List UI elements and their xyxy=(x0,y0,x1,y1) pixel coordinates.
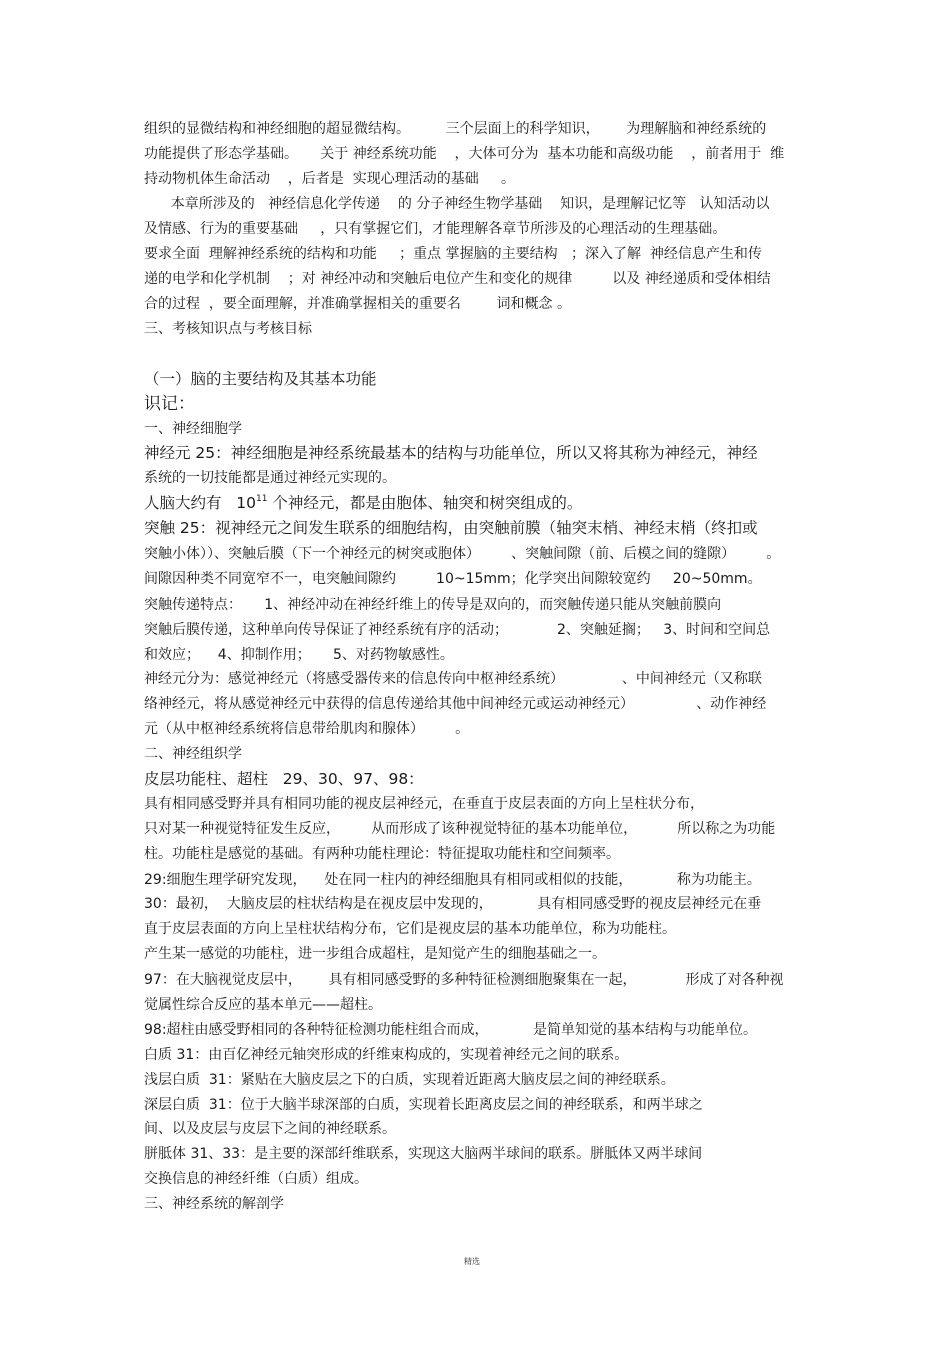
text-line: 29:细胞生理学研究发现， 处在同一柱内的神经细胞具有相同或相似的技能， 称为功能主。 xyxy=(144,872,761,888)
text-line: 直于皮层表面的方向上呈柱状结构分布，它们是视皮层的基本功能单位，称为功能柱。 xyxy=(144,921,676,937)
section-heading: 三、考核知识点与考核目标 xyxy=(144,321,312,337)
text-line: 和效应； 4、抑制作用； 5、对药物敏感性。 xyxy=(144,647,454,663)
text-line: 功能提供了形态学基础。 关于 神经系统功能 ，大体可分为 基本功能和高级功能 ，前者用于 维 xyxy=(144,146,785,162)
section-heading: 三、神经系统的解剖学 xyxy=(144,1196,284,1212)
text-line: 间隙因种类不同宽窄不一，电突触间隙约 10~15mm；化学突出间隙较宽约 20~50mm。 xyxy=(144,571,762,587)
text-line: 持动物机体生命活动 ，后者是 实现心理活动的基础 。 xyxy=(144,171,515,187)
text-line: 突触传递特点： 1、神经冲动在神经纤维上的传导是双向的，而突触传递只能从突触前膜向 xyxy=(144,597,722,613)
text-line: 及情感、行为的重要基础 ，只有掌握它们，才能理解各章节所涉及的心理活动的生理基础。 xyxy=(144,221,727,237)
text-line: 合的过程 ，要全面理解，并准确掌握相关的重要名 词和概念 。 xyxy=(144,296,571,312)
text-line: 间、以及皮层与皮层下之间的神经联系。 xyxy=(144,1121,396,1137)
subsection-heading: （一）脑的主要结构及其基本功能 xyxy=(144,370,377,388)
text-line: 产生某一感觉的功能柱，进一步组合成超柱，是知觉产生的细胞基础之一。 xyxy=(144,946,606,962)
page-footer: 精选 xyxy=(464,1257,480,1266)
text-line: 元（从中枢神经系统将信息带给肌肉和腺体） 。 xyxy=(144,721,470,737)
section-heading: 一、神经细胞学 xyxy=(144,421,242,437)
text-line: 胼胝体 31、33：是主要的深部纤维联系，实现这大脑两半球间的联系。胼胝体又两半球间 xyxy=(144,1146,703,1162)
text-line: 白质 31：由百亿神经元轴突形成的纤维束构成的，实现着神经元之间的联系。 xyxy=(144,1047,629,1063)
text-line: 只对某一种视觉特征发生反应， 从而形成了该种视觉特征的基本功能单位， 所以称之为功能 xyxy=(144,821,776,837)
text-line: 柱。功能柱是感觉的基础。有两种功能柱理论：特征提取功能柱和空间频率。 xyxy=(144,846,620,862)
text-line: 突触 25：视神经元之间发生联系的细胞结构，由突触前膜（轴突末梢、神经末梢（终扣或 xyxy=(144,519,758,537)
text-line: 系统的一切技能都是通过神经元实现的。 xyxy=(144,470,396,486)
text-line: 交换信息的神经纤维（白质）组成。 xyxy=(144,1171,368,1187)
text-line: 觉属性综合反应的基本单元——超柱。 xyxy=(144,997,382,1013)
section-heading: 二、神经组织学 xyxy=(144,746,242,762)
text-line: 97：在大脑视觉皮层中， 具有相同感受野的多种特征检测细胞聚集在一起， 形成了对各种视 xyxy=(144,972,784,988)
text-line: 98:超柱由感受野相同的各种特征检测功能柱组合而成， 是简单知觉的基本结构与功能单位。 xyxy=(144,1022,758,1038)
text-line: 神经元分为：感觉神经元（将感受器传来的信息传向中枢神经系统） 、中间神经元（又称联 xyxy=(144,671,762,687)
text-line: 递的电学和化学机制 ；对 神经冲动和突触后电位产生和变化的规律 以及 神经递质和受体相结 xyxy=(144,271,771,287)
text-line: 神经元 25：神经细胞是神经系统最基本的结构与功能单位，所以又将其称为神经元，神经 xyxy=(144,444,758,462)
text-line: 组织的显微结构和神经细胞的超显微结构。 三个层面上的科学知识， 为理解脑和神经系统的 xyxy=(144,121,767,137)
subsection-label: 识记： xyxy=(144,394,195,414)
text-line: 络神经元，将从感觉神经元中获得的信息传递给其他中间神经元或运动神经元） 、动作神经 xyxy=(144,696,767,712)
text-line: 浅层白质 31：紧贴在大脑皮层之下的白质，实现着近距离大脑皮层之间的神经联系。 xyxy=(144,1072,675,1088)
text-line: 突触小体））、突触后膜（下一个神经元的树突或胞体） 、突触间隙（前、后模之间的缝隙） 。 xyxy=(144,546,781,562)
superscript: 11 xyxy=(256,494,268,504)
text-line: 突触后膜传递，这种单向传导保证了神经系统有序的活动； 2、突触延搁； 3、时间和空间总 xyxy=(144,622,771,638)
text-line: 30：最初， 大脑皮层的柱状结构是在视皮层中发现的， 具有相同感受野的视皮层神经元在垂 xyxy=(144,896,762,912)
text-line: 要求全面 理解神经系统的结构和功能 ；重点 掌握脑的主要结构 ；深入了解 神经信息产生和传 xyxy=(144,246,762,262)
text-line: 具有相同感受野并具有相同功能的视皮层神经元，在垂直于皮层表面的方向上呈柱状分布， xyxy=(144,796,704,812)
text-line: 本章所涉及的 神经信息化学传递 的 分子神经生物学基础 知识，是理解记忆等 认知活动以 xyxy=(144,196,770,212)
text-line: 皮层功能柱、超柱 29、30、97、98： xyxy=(144,770,424,788)
text-line: 深层白质 31：位于大脑半球深部的白质，实现着长距离皮层之间的神经联系，和两半球之 xyxy=(144,1097,703,1113)
text-line: 人脑大约有 $10^{11}$ 个神经元，都是由胞体、轴突和树突组成的。 xyxy=(144,494,583,512)
